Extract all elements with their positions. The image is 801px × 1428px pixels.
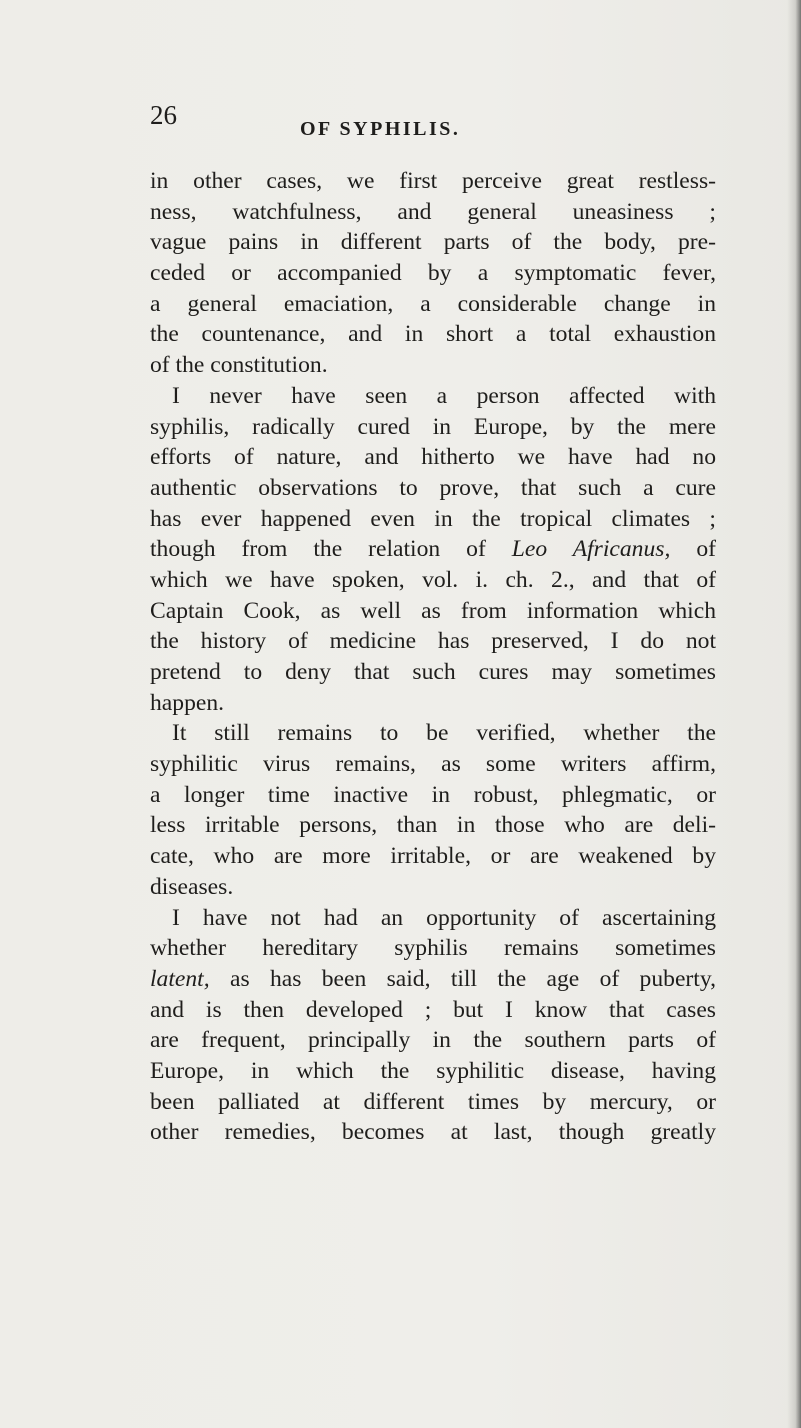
text-line <box>150 872 716 903</box>
text-segment: Europe, in which the syphilitic disease, having <box>150 1057 716 1084</box>
text-line <box>150 964 716 995</box>
text-line <box>150 841 716 872</box>
text-line <box>150 749 716 780</box>
text-segment: has ever happened even in the tropical climates ; <box>150 505 716 532</box>
text-segment: of <box>670 536 716 563</box>
text-segment: syphilitic virus remains, as some writers affirm, <box>150 751 716 778</box>
text-segment: other remedies, becomes at last, though greatly <box>150 1119 716 1146</box>
text-segment: I never have seen a person affected with <box>172 382 716 409</box>
body-text <box>150 166 716 1148</box>
text-segment: a general emaciation, a considerable change in <box>150 290 716 317</box>
text-segment: been palliated at different times by mercury, or <box>150 1088 716 1115</box>
text-line <box>150 381 716 412</box>
text-line <box>150 1056 716 1087</box>
text-segment: of the constitution. <box>150 352 328 379</box>
text-line <box>150 473 716 504</box>
text-line <box>150 166 716 197</box>
text-line <box>150 933 716 964</box>
text-segment: though from the relation of <box>150 536 512 563</box>
page-number: 26 <box>150 100 177 130</box>
text-line <box>150 565 716 596</box>
text-line <box>150 442 716 473</box>
text-line <box>150 626 716 657</box>
text-segment: Captain Cook, as well as from information which <box>150 597 716 624</box>
text-segment: are frequent, principally in the southern parts of <box>150 1027 716 1054</box>
text-segment: whether hereditary syphilis remains sometimes <box>150 935 716 962</box>
text-segment: a longer time inactive in robust, phlegmatic, or <box>150 781 716 808</box>
text-line <box>150 319 716 350</box>
text-line <box>150 596 716 627</box>
text-line <box>150 1025 716 1056</box>
text-segment: diseases. <box>150 873 234 900</box>
text-line <box>150 995 716 1026</box>
text-line <box>150 688 716 719</box>
text-line <box>150 1087 716 1118</box>
text-segment: authentic observations to prove, that such a cure <box>150 474 716 501</box>
text-line <box>150 1117 716 1148</box>
text-line <box>150 810 716 841</box>
italic-text: Leo Africanus, <box>511 536 671 563</box>
text-line <box>150 718 716 749</box>
text-line <box>150 197 716 228</box>
text-line <box>150 350 716 381</box>
italic-text: latent, <box>150 965 210 992</box>
text-segment: pretend to deny that such cures may sometimes <box>150 659 716 685</box>
text-segment: less irritable persons, than in those who are deli- <box>150 812 716 839</box>
text-segment: the countenance, and in short a total exhaustion <box>150 321 716 348</box>
text-segment: vague pains in different parts of the body, pre- <box>150 229 716 256</box>
text-segment: happen. <box>150 689 225 716</box>
text-segment: I have not had an opportunity of ascertaining <box>172 904 716 931</box>
text-line <box>150 289 716 320</box>
text-line <box>150 258 716 289</box>
text-segment: ceded or accompanied by a symptomatic fever, <box>150 260 716 287</box>
text-segment: the history of medicine has preserved, I do not <box>150 628 716 655</box>
text-line <box>150 504 716 535</box>
text-segment: which we have spoken, vol. i. ch. 2., and that of <box>150 566 716 593</box>
page-edge-shadow <box>787 0 801 1428</box>
text-line <box>150 412 716 443</box>
text-segment: It still remains to be verified, whether the <box>172 720 716 747</box>
text-line <box>150 534 716 565</box>
text-line <box>150 227 716 258</box>
text-line <box>150 780 716 811</box>
text-segment: as has been said, till the age of puberty, <box>209 965 716 992</box>
text-segment: cate, who are more irritable, or are weakened by <box>150 843 716 870</box>
running-head: OF SYPHILIS. <box>300 118 461 140</box>
text-line <box>150 903 716 934</box>
text-line <box>150 657 716 688</box>
text-segment: efforts of nature, and hitherto we have had no <box>150 444 716 471</box>
page-header <box>150 100 710 144</box>
text-segment: in other cases, we first perceive great restless- <box>150 168 716 194</box>
text-segment: syphilis, radically cured in Europe, by the mere <box>150 413 716 440</box>
text-segment: and is then developed ; but I know that cases <box>150 996 716 1023</box>
text-segment: ness, watchfulness, and general uneasiness ; <box>150 198 716 225</box>
